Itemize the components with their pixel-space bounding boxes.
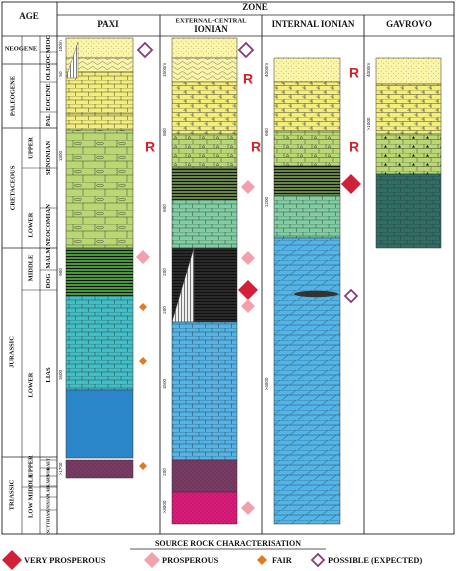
ext-oligocene-pattern (172, 58, 237, 82)
epoch-2: MIDDLE (27, 254, 35, 282)
marker-paxi-lias-fair (139, 303, 147, 311)
marker-paxi-lias-fair-2 (139, 357, 147, 365)
legend-swatch-fair (257, 555, 267, 565)
reservoir-mark-3: R (348, 64, 360, 81)
thickness-ext-2: 600 (162, 204, 168, 212)
thickness-ext-3: 200 (162, 268, 168, 276)
marker-ext-triassic-prosperous (241, 501, 255, 515)
int-senonian-pattern (274, 132, 340, 166)
marker-int-cretaceous-very (341, 174, 361, 194)
int-eocene-pattern (274, 82, 340, 132)
paxi-triassic-pattern (66, 460, 133, 478)
thickness-int-2: 1200 (264, 196, 270, 208)
gav-lower-cretaceous-pattern (376, 174, 441, 248)
marker-paxi-malm-prosperous (136, 250, 150, 264)
stage-9: RAET (45, 458, 51, 470)
legend (24, 539, 422, 565)
thickness-ext-5: 1500 (162, 378, 168, 390)
marker-paxi-triassic-fair (139, 462, 147, 470)
lithology-columns (66, 38, 441, 524)
stage-6: MALM (44, 247, 52, 269)
period-4: TRIASSIC (8, 479, 16, 511)
stage-7: DOG (44, 273, 52, 289)
thickness-paxi-5: >1700 (58, 462, 64, 476)
thickness-paxi-1: 50 (58, 71, 64, 77)
stage-12: LAD (45, 486, 51, 496)
ext-lower-cretaceous-pattern (172, 200, 237, 248)
period-2: CRETACEOUS (9, 165, 17, 211)
paxi-cretaceous-pattern (66, 130, 133, 248)
stage-2: EOCENE (44, 83, 52, 111)
zone-header-paxi: PAXI (97, 19, 119, 30)
thickness-ext-6: 200 (162, 468, 168, 476)
gav-upper-cretaceous-pattern (376, 134, 441, 174)
zone-header-gav: GAVROVO (386, 19, 432, 30)
zone-header-ext-line1: EXTERNAL-CENTRAL (175, 17, 247, 25)
stage-5: NEOCOMIAN (44, 204, 52, 246)
ext-cenomanian-pattern (172, 168, 237, 200)
thickness-paxi-2: 1300 (58, 150, 64, 162)
reservoir-mark-2: R (250, 138, 262, 155)
legend-label-very: VERY PROSPEROUS (24, 555, 106, 565)
gav-flysch-pattern (376, 58, 441, 84)
stage-8: LIAS (44, 367, 52, 383)
thickness-int-0: 4000m (264, 62, 270, 78)
stage-0: MIOC (44, 34, 52, 54)
ext-triassic-upper-pattern (172, 460, 237, 492)
paxi-paleocene-pattern (66, 114, 133, 130)
paxi-dogger-malm-pattern (66, 248, 133, 296)
thickness-gav-1: >1000 (366, 117, 372, 131)
legend-label-fair: FAIR (272, 555, 292, 565)
stage-14: SCYTHIAN (45, 510, 51, 534)
int-cenomanian-pattern (274, 166, 340, 196)
epoch-1: LOWER (27, 212, 35, 238)
stage-1: OLIGOC (44, 53, 52, 81)
epoch-4: UPPER (27, 455, 35, 477)
thickness-int-1: 600 (264, 128, 270, 136)
ext-pantokrator-pattern (172, 322, 237, 460)
thickness-paxi-4: 1600 (58, 369, 64, 381)
thickness-paxi-0: 100m (58, 40, 64, 52)
stage-11: KARN (45, 474, 51, 488)
zone-header-ext-line2: IONIAN (194, 24, 228, 35)
epoch-0: UPPER (27, 137, 35, 159)
period-3: JURASSIC (8, 336, 16, 368)
thickness-ext-0: 1500m (162, 62, 168, 78)
marker-ext-lias-prosperous (241, 299, 255, 313)
epoch-5: MIDDLE (27, 473, 35, 501)
reservoir-mark-0: R (144, 138, 156, 155)
header-zone: ZONE (242, 2, 268, 13)
thickness-paxi-3: 900 (58, 268, 64, 276)
int-lower-cretaceous-pattern (274, 196, 340, 238)
paxi-eocene-pattern (66, 72, 133, 114)
marker-int-jurassic-possible (345, 290, 357, 302)
thickness-int-3: >4000 (264, 377, 270, 391)
ext-neogene-pattern (172, 38, 237, 58)
stage-13: ANISIAN (45, 493, 51, 513)
thickness-ext-7: >3000 (162, 500, 168, 514)
ext-evaporites-pattern (172, 492, 237, 524)
ext-senonian-pattern (172, 134, 237, 168)
legend-label-pros: PROSPEROUS (162, 555, 219, 565)
int-shale-lens (294, 291, 338, 297)
legend-swatch-very (2, 550, 22, 570)
period-1: PALEOGENE (9, 75, 17, 117)
stage-10: NOR (45, 467, 51, 477)
period-0: NEOGENE (4, 45, 38, 53)
stage-4: SENONIAN (44, 140, 52, 176)
marker-ext-possible (239, 43, 253, 57)
stage-3: PAL (44, 113, 52, 127)
zone-header-int: INTERNAL IONIAN (271, 19, 355, 30)
thickness-ext-4: 200 (162, 306, 168, 314)
marker-ext-jurassic-prosperous (241, 251, 255, 265)
paxi-lias-upper-pattern (66, 296, 133, 390)
thickness-ext-1: 800 (162, 128, 168, 136)
thickness-gav-0: 4000m (366, 62, 372, 78)
reservoir-mark-4: R (348, 138, 360, 155)
legend-swatch-pros (144, 552, 160, 568)
legend-title: SOURCE ROCK CHARACTERISATION (154, 538, 302, 548)
legend-swatch-poss (312, 554, 324, 566)
gav-eocene-pattern (376, 84, 441, 134)
marker-ext-jurassic-very (238, 280, 258, 300)
header-age: AGE (19, 11, 39, 22)
int-pantokrator-pattern (274, 238, 340, 524)
legend-label-poss: POSSIBLE (EXPECTED) (328, 555, 423, 565)
int-neogene-pattern (274, 58, 340, 82)
ext-eocene-pattern (172, 82, 237, 134)
marker-ext-cretaceous-prosperous (241, 180, 255, 194)
paxi-lias-lower (66, 390, 133, 458)
reservoir-mark-1: R (242, 70, 254, 87)
epoch-6: LOW (27, 502, 35, 518)
epoch-3: LOWER (27, 372, 35, 398)
marker-paxi-possible (138, 43, 152, 57)
